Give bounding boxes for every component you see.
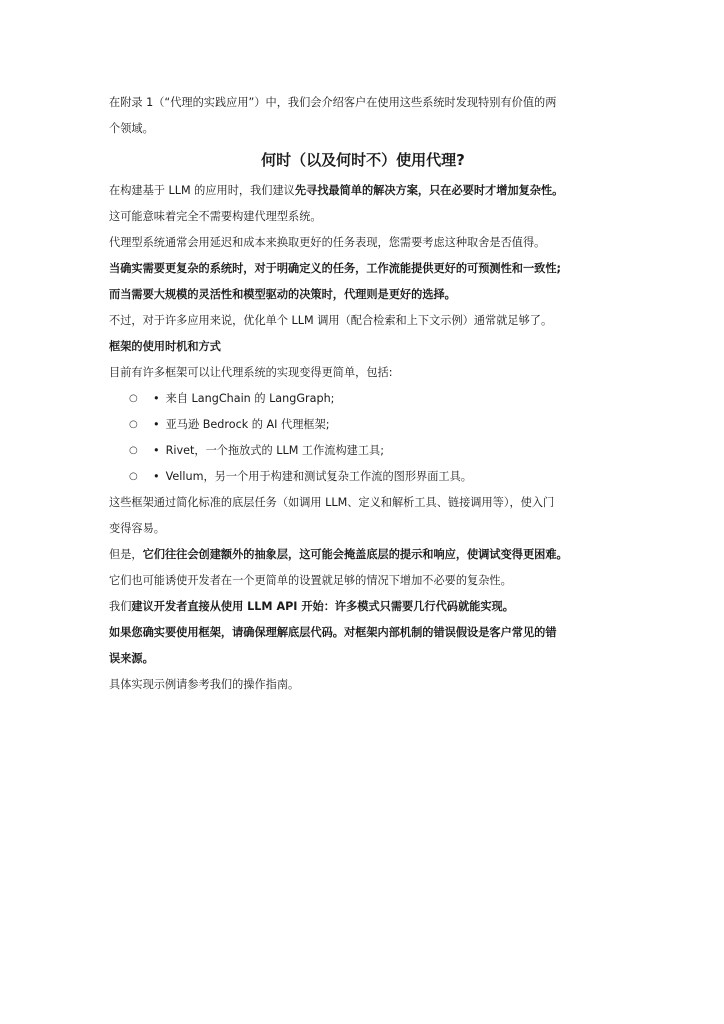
bullet-dot-icon: • xyxy=(153,470,160,483)
framework-caution-line-1: 如果您确实要使用框架，请确保理解底层代码。对框架内部机制的错误假设是客户常见的错 xyxy=(109,626,557,639)
bullet-dot-icon: • xyxy=(153,418,160,431)
recommendation-prefix: 在构建基于 LLM 的应用时，我们建议 xyxy=(109,184,295,197)
api-recommendation xyxy=(109,594,617,620)
section-title: 何时（以及何时不）使用代理? xyxy=(261,151,465,169)
list-item-text: 亚马逊 Bedrock 的 AI 代理框架; xyxy=(165,418,330,431)
abstraction-emphasis: 它们往往会创建额外的抽象层，这可能会掩盖底层的提示和响应，使调试变得更困难。 xyxy=(142,548,568,561)
bullet-circle-icon: ○ xyxy=(129,445,138,456)
recommendation-paragraph xyxy=(109,178,617,204)
frameworks-intro: 目前有许多框架可以让代理系统的实现变得更简单，包括: xyxy=(109,366,393,379)
frameworks-benefit-line-1: 这些框架通过简化标准的底层任务（如调用 LLM、定义和解析工具、链接调用等），使入门 xyxy=(109,496,555,509)
bullet-circle-icon: ○ xyxy=(129,471,138,482)
list-item xyxy=(109,412,617,438)
framework-caution-line-2: 误来源。 xyxy=(109,652,154,665)
abstraction-warning xyxy=(109,542,617,568)
workflow-guidance: 当确实需要更复杂的系统时，对于明确定义的任务，工作流能提供更好的可预测性和一致性; xyxy=(109,262,561,275)
api-prefix: 我们 xyxy=(109,600,132,613)
no-agent-note: 这可能意味着完全不需要构建代理型系统。 xyxy=(109,210,322,223)
intro-line-2: 个领域。 xyxy=(109,122,154,135)
frameworks-heading: 框架的使用时机和方式 xyxy=(109,340,221,353)
list-item xyxy=(109,438,617,464)
guide-reference: 具体实现示例请参考我们的操作指南。 xyxy=(109,678,300,691)
frameworks-benefit-line-2: 变得容易。 xyxy=(109,522,165,535)
api-emphasis: 建议开发者直接从使用 LLM API 开始：许多模式只需要几行代码就能实现。 xyxy=(131,600,514,613)
tradeoff-paragraph: 代理型系统通常会用延迟和成本来换取更好的任务表现，您需要考虑这种取舍是否值得。 xyxy=(109,236,546,249)
document-body xyxy=(109,90,617,698)
single-call-note: 不过，对于许多应用来说，优化单个 LLM 调用（配合检索和上下文示例）通常就足够了。 xyxy=(109,314,553,327)
bullet-circle-icon: ○ xyxy=(129,419,138,430)
list-item-text: 来自 LangChain 的 LangGraph; xyxy=(165,392,335,405)
recommendation-emphasis: 先寻找最简单的解决方案，只在必要时才增加复杂性。 xyxy=(294,184,564,197)
bullet-circle-icon: ○ xyxy=(129,393,138,404)
list-item-text: Vellum，另一个用于构建和测试复杂工作流的图形界面工具。 xyxy=(165,470,472,483)
intro-line-1: 在附录 1（“代理的实践应用”）中，我们会介绍客户在使用这些系统时发现特别有价值的两 xyxy=(109,96,557,109)
framework-list xyxy=(109,386,617,490)
agent-guidance: 而当需要大规模的灵活性和模型驱动的决策时，代理则是更好的选择。 xyxy=(109,288,456,301)
list-item xyxy=(109,386,617,412)
list-item xyxy=(109,464,617,490)
complexity-warning: 它们也可能诱使开发者在一个更简单的设置就足够的情况下增加不必要的复杂性。 xyxy=(109,574,512,587)
list-item-text: Rivet，一个拖放式的 LLM 工作流构建工具; xyxy=(165,444,385,457)
abstraction-prefix: 但是， xyxy=(109,548,143,561)
bullet-dot-icon: • xyxy=(153,444,160,457)
bullet-dot-icon: • xyxy=(153,392,160,405)
